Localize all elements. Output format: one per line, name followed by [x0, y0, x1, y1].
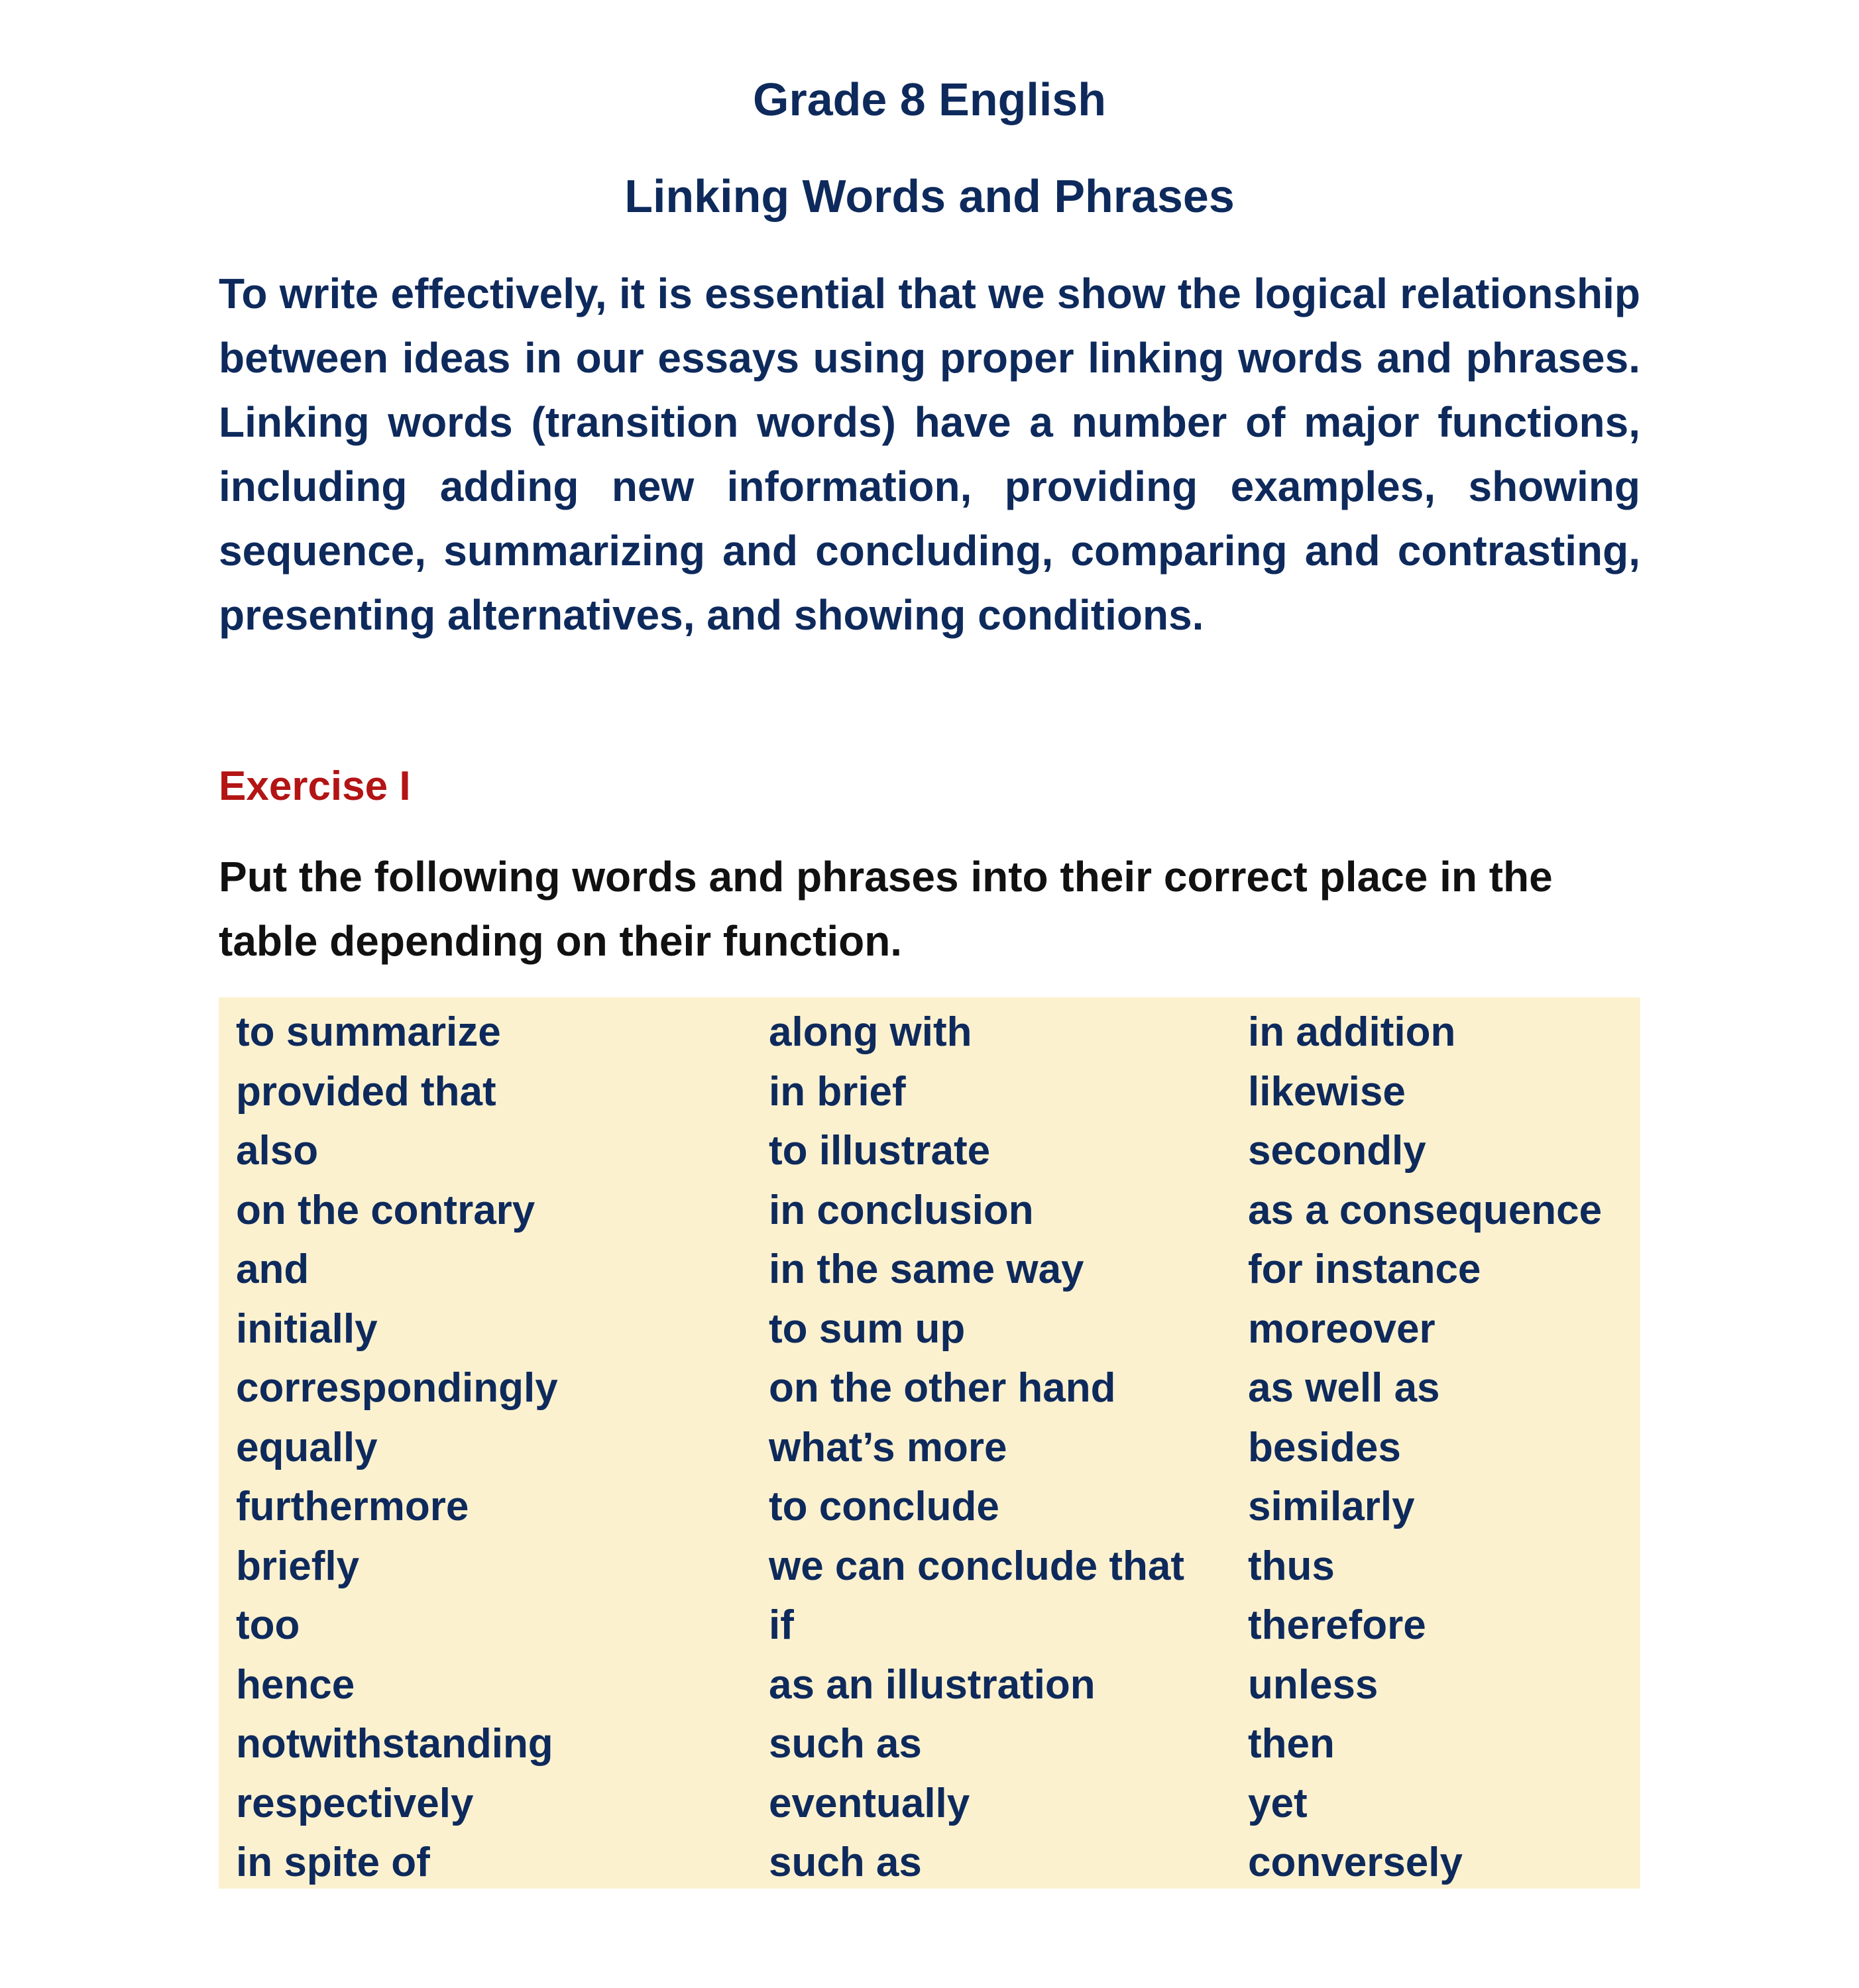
word-item: thus — [1248, 1543, 1335, 1589]
word-bank-box — [219, 997, 1640, 1889]
word-item: initially — [236, 1305, 378, 1352]
page-subtitle: Linking Words and Phrases — [624, 170, 1235, 222]
word-column-3 — [1248, 1003, 1602, 1893]
word-item: conversely — [1248, 1840, 1463, 1885]
word-item: on the contrary — [236, 1187, 535, 1233]
word-item: briefly — [236, 1543, 360, 1589]
word-item: in addition — [1248, 1009, 1456, 1055]
word-item: as well as — [1248, 1365, 1440, 1411]
word-item: hence — [236, 1661, 355, 1708]
intro-paragraph: To write effectively, it is essential that we show the logical relationship between ideas in our essays using proper linking words and phrases. Linking words (transition words) have a number of major functions, including adding new information, providing examples, showing sequence, summarizing and concluding, comparing and contrasting, presenting alternatives, and showing conditions. — [219, 270, 1640, 639]
word-item: provided that — [236, 1068, 496, 1115]
word-item: what’s more — [769, 1424, 1007, 1470]
word-item: as an illustration — [769, 1661, 1096, 1708]
word-item: such as — [769, 1721, 922, 1767]
word-item: in the same way — [769, 1246, 1084, 1292]
word-item: if — [769, 1602, 794, 1648]
word-item: in spite of — [236, 1840, 430, 1885]
word-item: unless — [1248, 1661, 1379, 1708]
word-item: respectively — [236, 1780, 474, 1826]
exercise-title: Exercise I — [219, 763, 411, 809]
word-item: as a consequence — [1248, 1187, 1603, 1233]
word-item: also — [236, 1128, 319, 1174]
word-item: in brief — [769, 1068, 906, 1115]
word-item: for instance — [1248, 1246, 1481, 1292]
word-item: in conclusion — [769, 1187, 1034, 1233]
word-item: therefore — [1248, 1602, 1426, 1648]
word-item: furthermore — [236, 1484, 469, 1529]
word-item: eventually — [769, 1780, 970, 1826]
page-title: Grade 8 English — [753, 74, 1106, 125]
word-item: then — [1248, 1721, 1335, 1767]
word-item: equally — [236, 1424, 378, 1470]
word-item: notwithstanding — [236, 1721, 553, 1767]
word-item: secondly — [1248, 1128, 1426, 1174]
word-column-2 — [769, 1003, 1184, 1893]
word-column-1 — [236, 1003, 558, 1893]
exercise-instructions: Put the following words and phrases into their correct place in the table depending on their function. — [219, 853, 1553, 965]
word-item: besides — [1248, 1424, 1401, 1470]
word-item: along with — [769, 1009, 972, 1055]
word-item: to summarize — [236, 1009, 501, 1055]
word-item: similarly — [1248, 1484, 1415, 1529]
word-item: to sum up — [769, 1305, 966, 1352]
word-item: too — [236, 1602, 300, 1648]
word-item: to illustrate — [769, 1128, 991, 1174]
word-item: moreover — [1248, 1305, 1436, 1352]
word-item: we can conclude that — [769, 1543, 1185, 1589]
word-item: on the other hand — [769, 1365, 1116, 1411]
word-item: likewise — [1248, 1068, 1406, 1115]
word-item: correspondingly — [236, 1365, 558, 1411]
word-item: yet — [1248, 1780, 1308, 1826]
word-item: and — [236, 1246, 310, 1292]
word-item: such as — [769, 1840, 922, 1885]
word-item: to conclude — [769, 1484, 999, 1529]
